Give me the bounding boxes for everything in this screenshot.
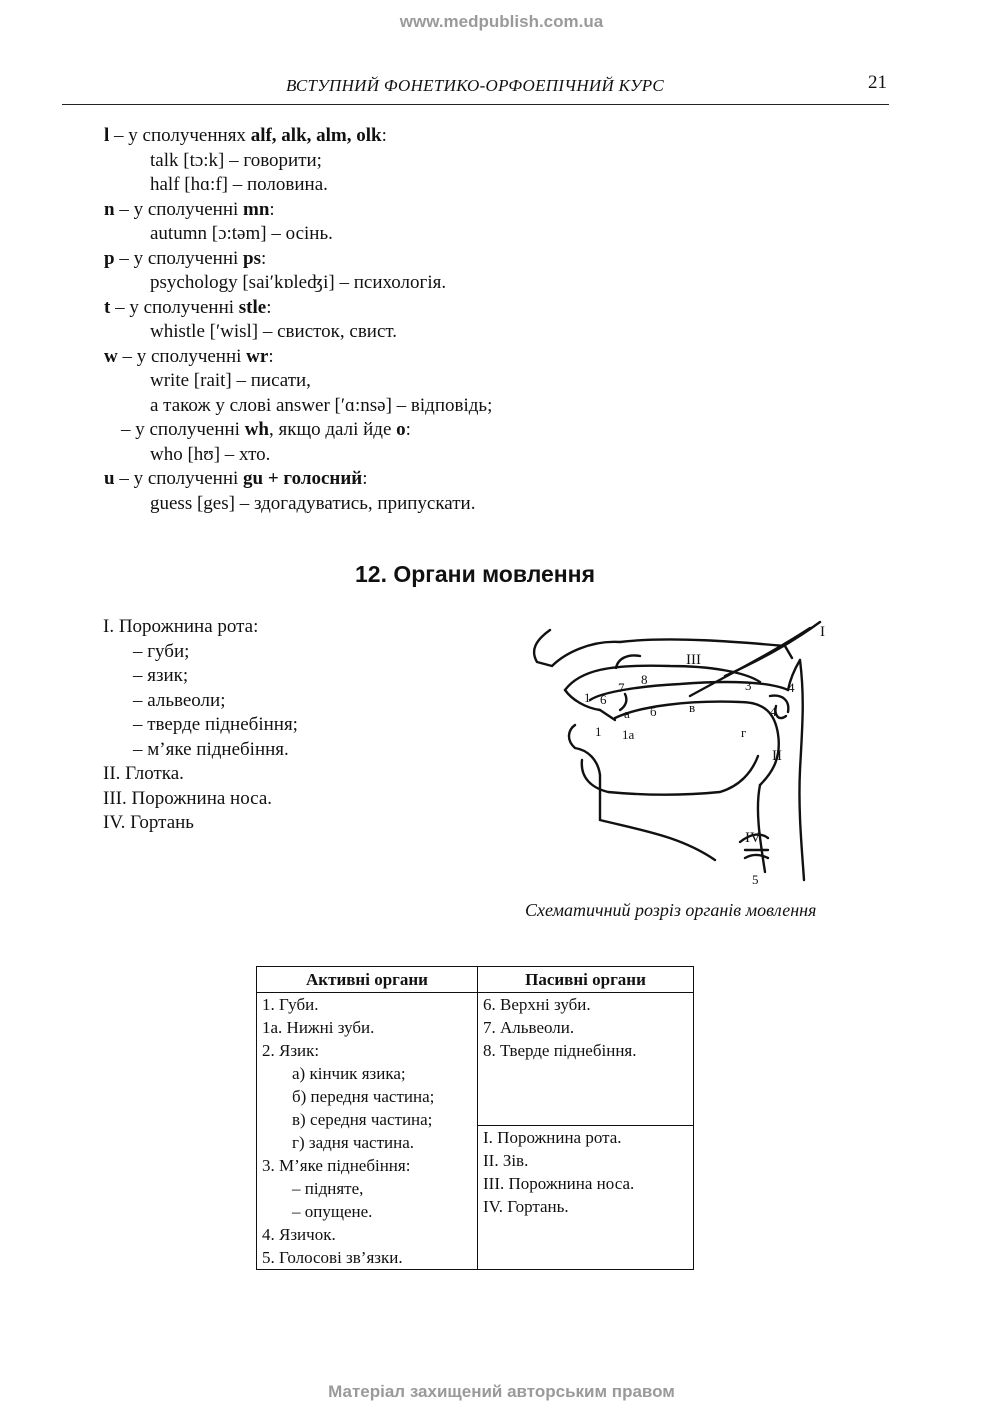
rule-example: talk [tɔ:k] – говорити; [150, 149, 322, 171]
label-3: 3 [745, 678, 752, 693]
label-g: г [741, 725, 747, 740]
copyright-notice: Матеріал захищений авторським правом [328, 1382, 675, 1401]
label-a: а [624, 706, 630, 721]
list-item: IV. Гортань [103, 812, 194, 833]
rule-example: guess [ges] – здогадуватись, припускати. [150, 492, 476, 514]
list-item: 5. Голосові зв’язки. [262, 1248, 403, 1267]
list-item: 7. Альвеоли. [483, 1018, 575, 1037]
label-4: 4 [788, 680, 795, 695]
list-item: I. Порожнина рота. [483, 1128, 622, 1147]
label-7: 7 [618, 680, 625, 695]
list-item: – опущене. [292, 1202, 373, 1221]
label-IV: IV [745, 830, 761, 846]
list-item: 6. Верхні зуби. [483, 995, 591, 1014]
running-head: ВСТУПНИЙ ФОНЕТИКО-ОРФОЕПІЧНИЙ КУРС [285, 76, 665, 95]
list-item: II. Зів. [483, 1151, 529, 1170]
list-item: 4. Язичок. [262, 1225, 336, 1244]
rule-line: t – у сполученні stle: [104, 296, 272, 318]
label-III: III [686, 652, 701, 668]
label-6: 6 [600, 692, 607, 707]
label-II: II [772, 748, 782, 764]
list-item: III. Порожнина носа. [483, 1174, 635, 1193]
list-item: – губи; [133, 640, 190, 662]
label-v: в [689, 700, 696, 715]
list-item: – тверде піднебіння; [133, 714, 298, 735]
speech-organs-diagram [520, 610, 860, 895]
rule-example: whistle [′wisl] – свисток, свист. [150, 321, 398, 342]
letter-rules [104, 124, 492, 516]
page-number: 21 [868, 72, 887, 93]
organs-table [256, 966, 694, 1270]
site-url: www.medpublish.com.ua [399, 12, 604, 31]
list-item: б) передня частина; [292, 1087, 435, 1106]
list-item: II. Глотка. [103, 763, 184, 784]
organs-list [103, 615, 298, 836]
rule-example: psychology [sai′kɒleʤi] – психологія. [150, 272, 447, 293]
rule-example: autumn [ɔ:təm] – осінь. [150, 223, 333, 244]
list-item: г) задня частина. [292, 1133, 415, 1152]
rule-line: l – у сполученнях alf, alk, alm, olk: [104, 125, 387, 146]
label-b: б [650, 704, 657, 719]
list-item: – підняте, [292, 1179, 364, 1198]
list-item: 1. Губи. [262, 995, 319, 1014]
rule-line: w – у сполученні wr: [104, 345, 274, 367]
list-item: 2. Язик: [262, 1041, 320, 1060]
column-header-passive: Пасивні органи [478, 967, 694, 993]
rule-example: а також у слові answer [′ɑ:nsə] – відповідь; [150, 394, 493, 416]
label-1: 1 [584, 690, 591, 705]
list-item: в) середня частина; [292, 1110, 433, 1129]
label-1-lower: 1 [595, 724, 602, 739]
passive-top-group [483, 993, 688, 1125]
list-item: а) кінчик язика; [292, 1064, 406, 1083]
header-rule [62, 104, 889, 105]
list-item: IV. Гортань. [483, 1197, 569, 1216]
rule-example: half [hɑ:f] – половина. [150, 174, 328, 195]
diagram-caption: Схематичний розріз органів мовлення [525, 900, 817, 920]
list-item: III. Порожнина носа. [103, 787, 273, 809]
list-item: – альвеоли; [133, 689, 226, 711]
label-5: 5 [752, 872, 759, 887]
rule-line: u – у сполученні gu + голосний: [104, 468, 368, 489]
section-title: 12. Органи мовлення [355, 561, 595, 587]
label-4-lower: 4 [770, 704, 777, 719]
label-8: 8 [641, 672, 648, 687]
list-item: – м’яке піднебіння. [133, 738, 289, 760]
list-item: 1а. Нижні зуби. [262, 1018, 375, 1037]
active-organs-cell [257, 993, 478, 1270]
rule-example: who [hʊ] – хто. [150, 443, 271, 465]
list-item: – язик; [133, 665, 189, 686]
rule-line: – у сполученні wh, якщо далі йде o: [121, 419, 411, 440]
passive-bottom-group [478, 1125, 693, 1218]
rule-line: p – у сполученні ps: [104, 247, 267, 269]
label-1a: 1а [622, 727, 635, 742]
passive-organs-cell [478, 993, 694, 1270]
label-I: I [820, 624, 825, 640]
rule-example: write [rait] – писати, [150, 370, 311, 391]
rule-line: n – у сполученні mn: [104, 198, 275, 220]
list-item: 8. Тверде піднебіння. [483, 1041, 637, 1060]
list-item: 3. М’яке піднебіння: [262, 1156, 411, 1175]
list-item: I. Порожнина рота: [103, 616, 259, 637]
column-header-active: Активні органи [257, 967, 478, 993]
